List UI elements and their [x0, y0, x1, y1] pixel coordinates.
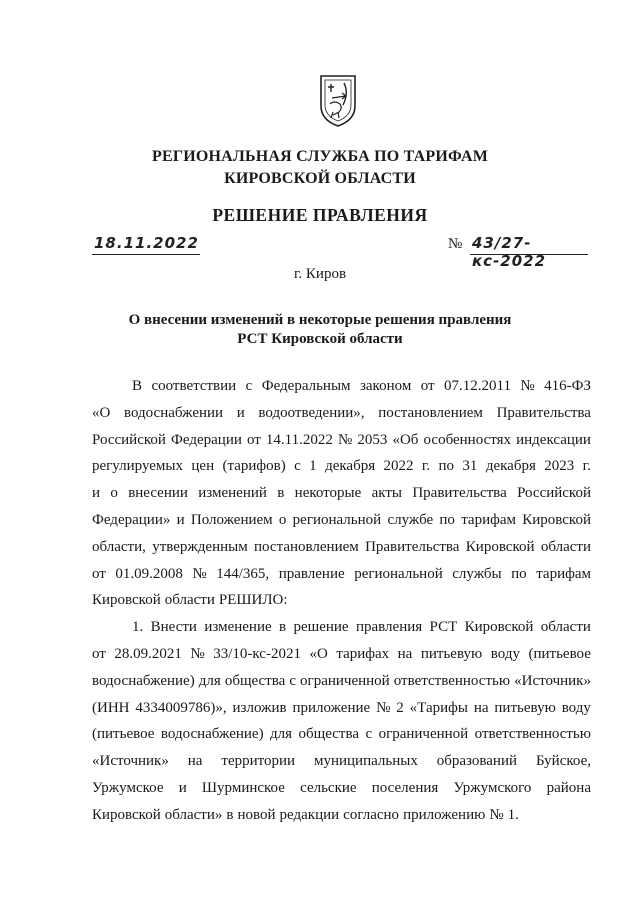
- body-line: от 28.09.2021 № 33/10-кс-2021 «О тарифах на питьевую воду (питьевое: [92, 646, 591, 662]
- decision-date: 18.11.2022: [94, 234, 199, 252]
- body-line: регулируемых цен (тарифов) с 1 декабря 2022 г. по 31 декабря 2023 г.: [92, 458, 591, 475]
- document-title: РЕШЕНИЕ ПРАВЛЕНИЯ: [212, 205, 428, 225]
- organization-name-line2: КИРОВСКОЙ ОБЛАСТИ: [224, 170, 416, 187]
- body-line: В соответствии с Федеральным законом от 07.12.2011 № 416-ФЗ: [132, 378, 591, 394]
- subject-line1: О внесении изменений в некоторые решения правления: [128, 312, 512, 328]
- body-line: (питьевое водоснабжение) для общества с ограниченной ответственностью: [92, 726, 591, 743]
- body-line: водоснабжение) для общества с ограниченной ответственностью «Источник»: [92, 672, 591, 689]
- organization-name-line1: РЕГИОНАЛЬНАЯ СЛУЖБА ПО ТАРИФАМ: [151, 148, 489, 165]
- decision-number: 43/27-кс-2022: [472, 234, 547, 270]
- body-line: (ИНН 4334009786)», изложив приложение № 2 «Тарифы на питьевую воду: [92, 699, 591, 716]
- body-line: «О водоснабжении и водоотведении», постановлением Правительства: [92, 404, 591, 421]
- number-field: [470, 234, 588, 270]
- body-line: Кировской области РЕШИЛО:: [92, 592, 288, 609]
- body-line: Российской Федерации от 14.11.2022 № 2053 «Об особенностях индексации: [92, 431, 591, 448]
- city: г. Киров: [293, 266, 347, 282]
- body-line: «Источник» на территории муниципальных образований Буйское,: [92, 753, 591, 770]
- body-line: Кировской области» в новой редакции согласно приложению № 1.: [92, 806, 519, 823]
- number-label: №: [448, 236, 463, 252]
- subject-line2: РСТ Кировской области: [237, 331, 403, 347]
- body-line: 1. Внести изменение в решение правления РСТ Кировской области: [132, 619, 591, 636]
- coat-of-arms-icon: [318, 72, 358, 128]
- body-line: от 01.09.2008 № 144/365, правление региональной службы по тарифам: [92, 565, 591, 582]
- body-line: и о внесении изменений в некоторые акты Правительства Российской: [92, 485, 591, 502]
- body-line: Федерации» и Положением о региональной службе по тарифам Кировской: [92, 512, 591, 528]
- date-field: [92, 234, 200, 255]
- body-line: области, утвержденным постановлением Правительства Кировской области: [92, 538, 591, 555]
- body-line: Уржумское и Шурминское сельские поселения Уржумского района: [92, 780, 591, 796]
